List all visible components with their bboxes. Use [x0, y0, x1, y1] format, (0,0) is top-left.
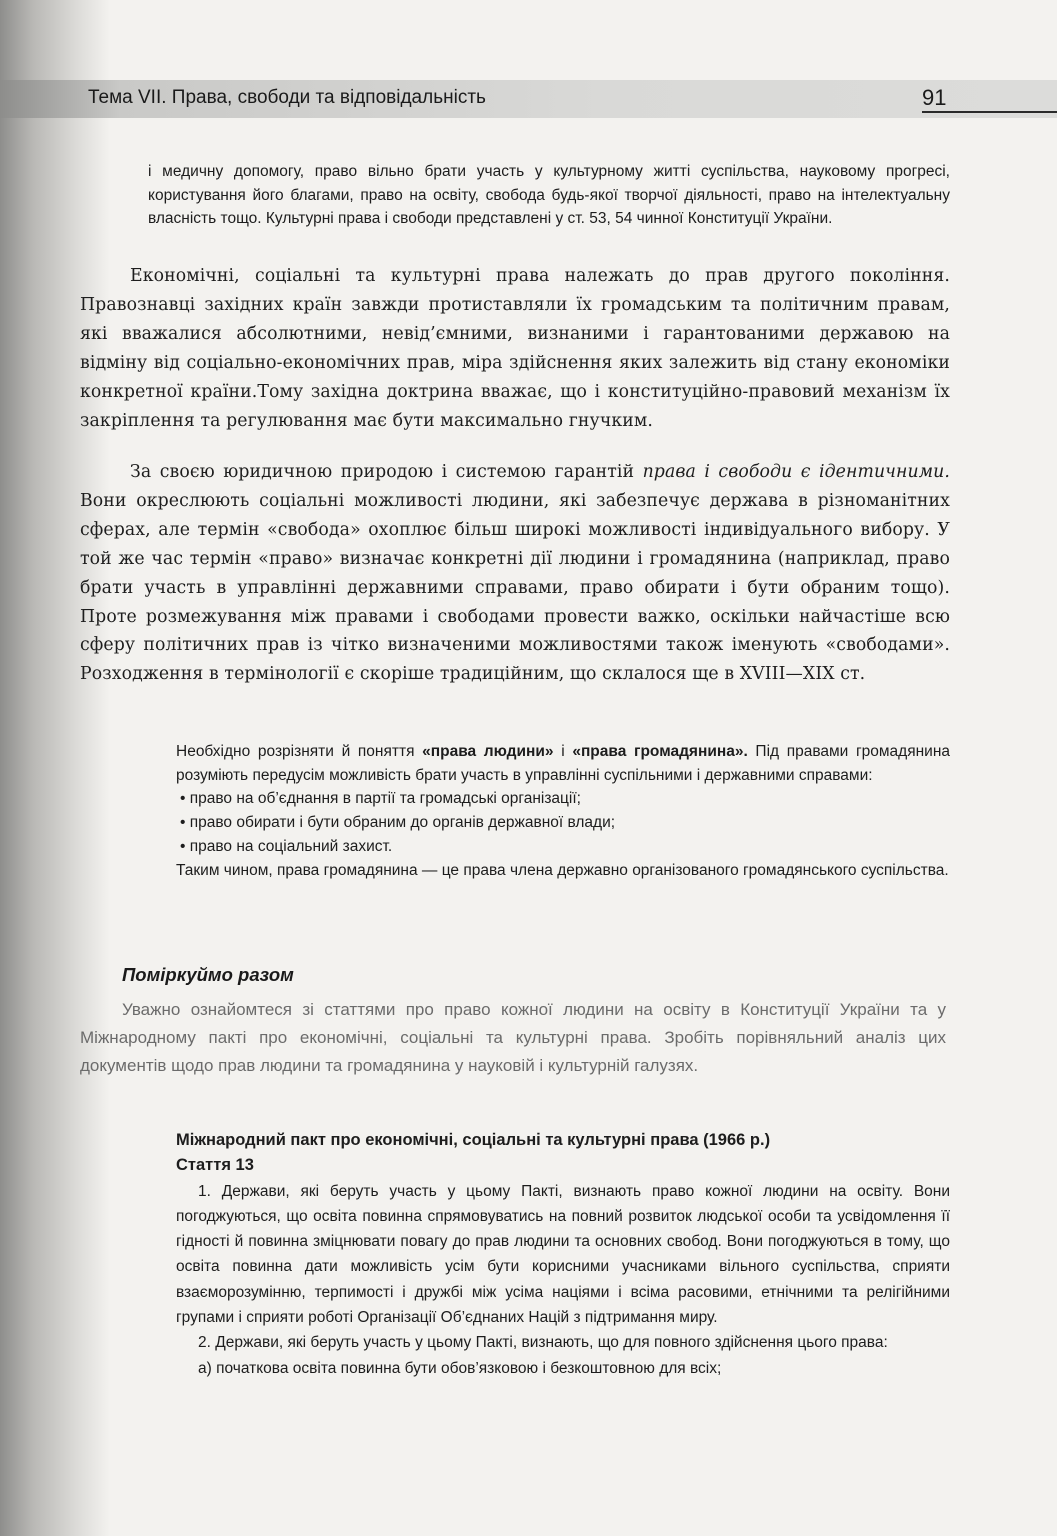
- main-paragraph-1: [80, 262, 950, 435]
- covenant-paragraph-3: а) початкова освіта повинна бути обов’язковою і безкоштовною для всіх;: [198, 1359, 722, 1377]
- note-lead: Необхідно розрізняти й поняття: [176, 743, 423, 760]
- discuss-box: [80, 996, 946, 1080]
- covenant-box: [176, 1128, 950, 1381]
- covenant-title: Міжнародний пакт про економічні, соціальні та культурні права (1966 р.): [176, 1131, 771, 1149]
- discuss-heading: Поміркуймо разом: [122, 964, 294, 985]
- note-term-citizen-rights: «права громадянина».: [572, 743, 748, 760]
- paragraph-2-text: [80, 458, 950, 689]
- covenant-paragraph-2: 2. Держави, які беруть участь у цьому Пакті, визнають, що для повного здійснення цього права:: [198, 1334, 888, 1352]
- page-number-underline: [922, 111, 1057, 113]
- note-text: [176, 740, 950, 787]
- covenant-article: Стаття 13: [176, 1156, 254, 1175]
- note-bullet: • право на соціальний захист.: [180, 837, 393, 855]
- intro-text: і медичну допомогу, право вільно брати участь у культурному житті суспільства, науковому прогресі, користування його благами, право на освіту, свобода будь-якої творчої діяльності, право на інтелектуальну власність тощо. Культурні права і свободи представлені у ст. 53, 54 чинної Конституції України.: [148, 163, 950, 228]
- note-and: і: [553, 743, 573, 760]
- page-number: 91: [922, 85, 947, 110]
- note-bullet: • право на об’єднання в партії та громадські організації;: [180, 790, 581, 808]
- running-header-title: Тема VII. Права, свободи та відповідальність: [88, 87, 486, 108]
- note-box: [176, 740, 950, 882]
- paragraph-2-emphasis: права і свободи є ідентичними.: [642, 462, 950, 482]
- note-rest: Під правами громадянина розуміють передусім можливість брати участь в управлінні суспільними і державними справами:: [176, 743, 951, 784]
- paragraph-2-rest: Вони окреслюють соціальні можливості людини, які забезпечує держава в різноманітних сферах, але термін «свобода» охоплює більш широкі можливості індивідуального вибору. У той же час термін «право» визначає конкретні дії людини і громадянина (наприклад, право брати участь в управлінні державними справами, право обирати і бути обраним тощо). Проте розмежування між правами і свободами провести важко, оскільки найчастіше всю сферу політичних прав із чітко визначеними можливостями також іменують «свободами». Розходження в термінології є скоріше традиційним, що склалося ще в XVIII—XIX ст.: [80, 490, 950, 685]
- note-bullet: • право обирати і бути обраним до органів державної влади;: [180, 814, 616, 832]
- paragraph-2-start: За своєю юридичною природою і системою гарантій: [130, 462, 643, 482]
- note-conclusion: Таким чином, права громадянина — це права члена державно організованого громадянського суспільства.: [176, 861, 949, 879]
- book-spine-shadow: [0, 0, 110, 1536]
- covenant-paragraph-1: 1. Держави, які беруть участь у цьому Пакті, визнають право кожної людини на освіту. Вони погоджуються, що освіта повинна спрямовуватись на повний розвиток людської особи та усвідомлення її гідності й повинна зміцнювати повагу до прав людини та основних свобод. Вони погоджуються в тому, що освіта повинна дати можливість усім бути корисними учасниками вільного суспільства, сприяти взаєморозумінню, терпимості і дружбі між усіма націями і всіма расовими, етнічними та релігійними групами і сприяти роботі Організації Об’єднаних Націй з підтримання миру.: [176, 1182, 950, 1327]
- intro-box: [148, 160, 950, 231]
- main-paragraph-2: [80, 458, 950, 689]
- paragraph-1-text: Економічні, соціальні та культурні права належать до прав другого покоління. Правознавці західних країн завжди протиставляли їх громадським та політичним правам, які вважалися абсолютними, невід’ємними, визнаними і гарантованими державою на відміну від соціально-економічних прав, міра здійснення яких залежить від стану економіки конкретної країни.Тому західна доктрина вважає, що і конституційно-правовий механізм їх закріплення та регулювання має бути максимально гнучким.: [80, 266, 950, 431]
- discuss-text: Уважно ознайомтеся зі статтями про право кожної людини на освіту в Конституції України та у Міжнародному пакті про економічні, соціальні та культурні права. Зробіть порівняльний аналіз цих документів щодо прав людини та громадянина у науковій і культурній галузях.: [80, 1000, 946, 1075]
- note-term-human-rights: «права людини»: [422, 743, 554, 760]
